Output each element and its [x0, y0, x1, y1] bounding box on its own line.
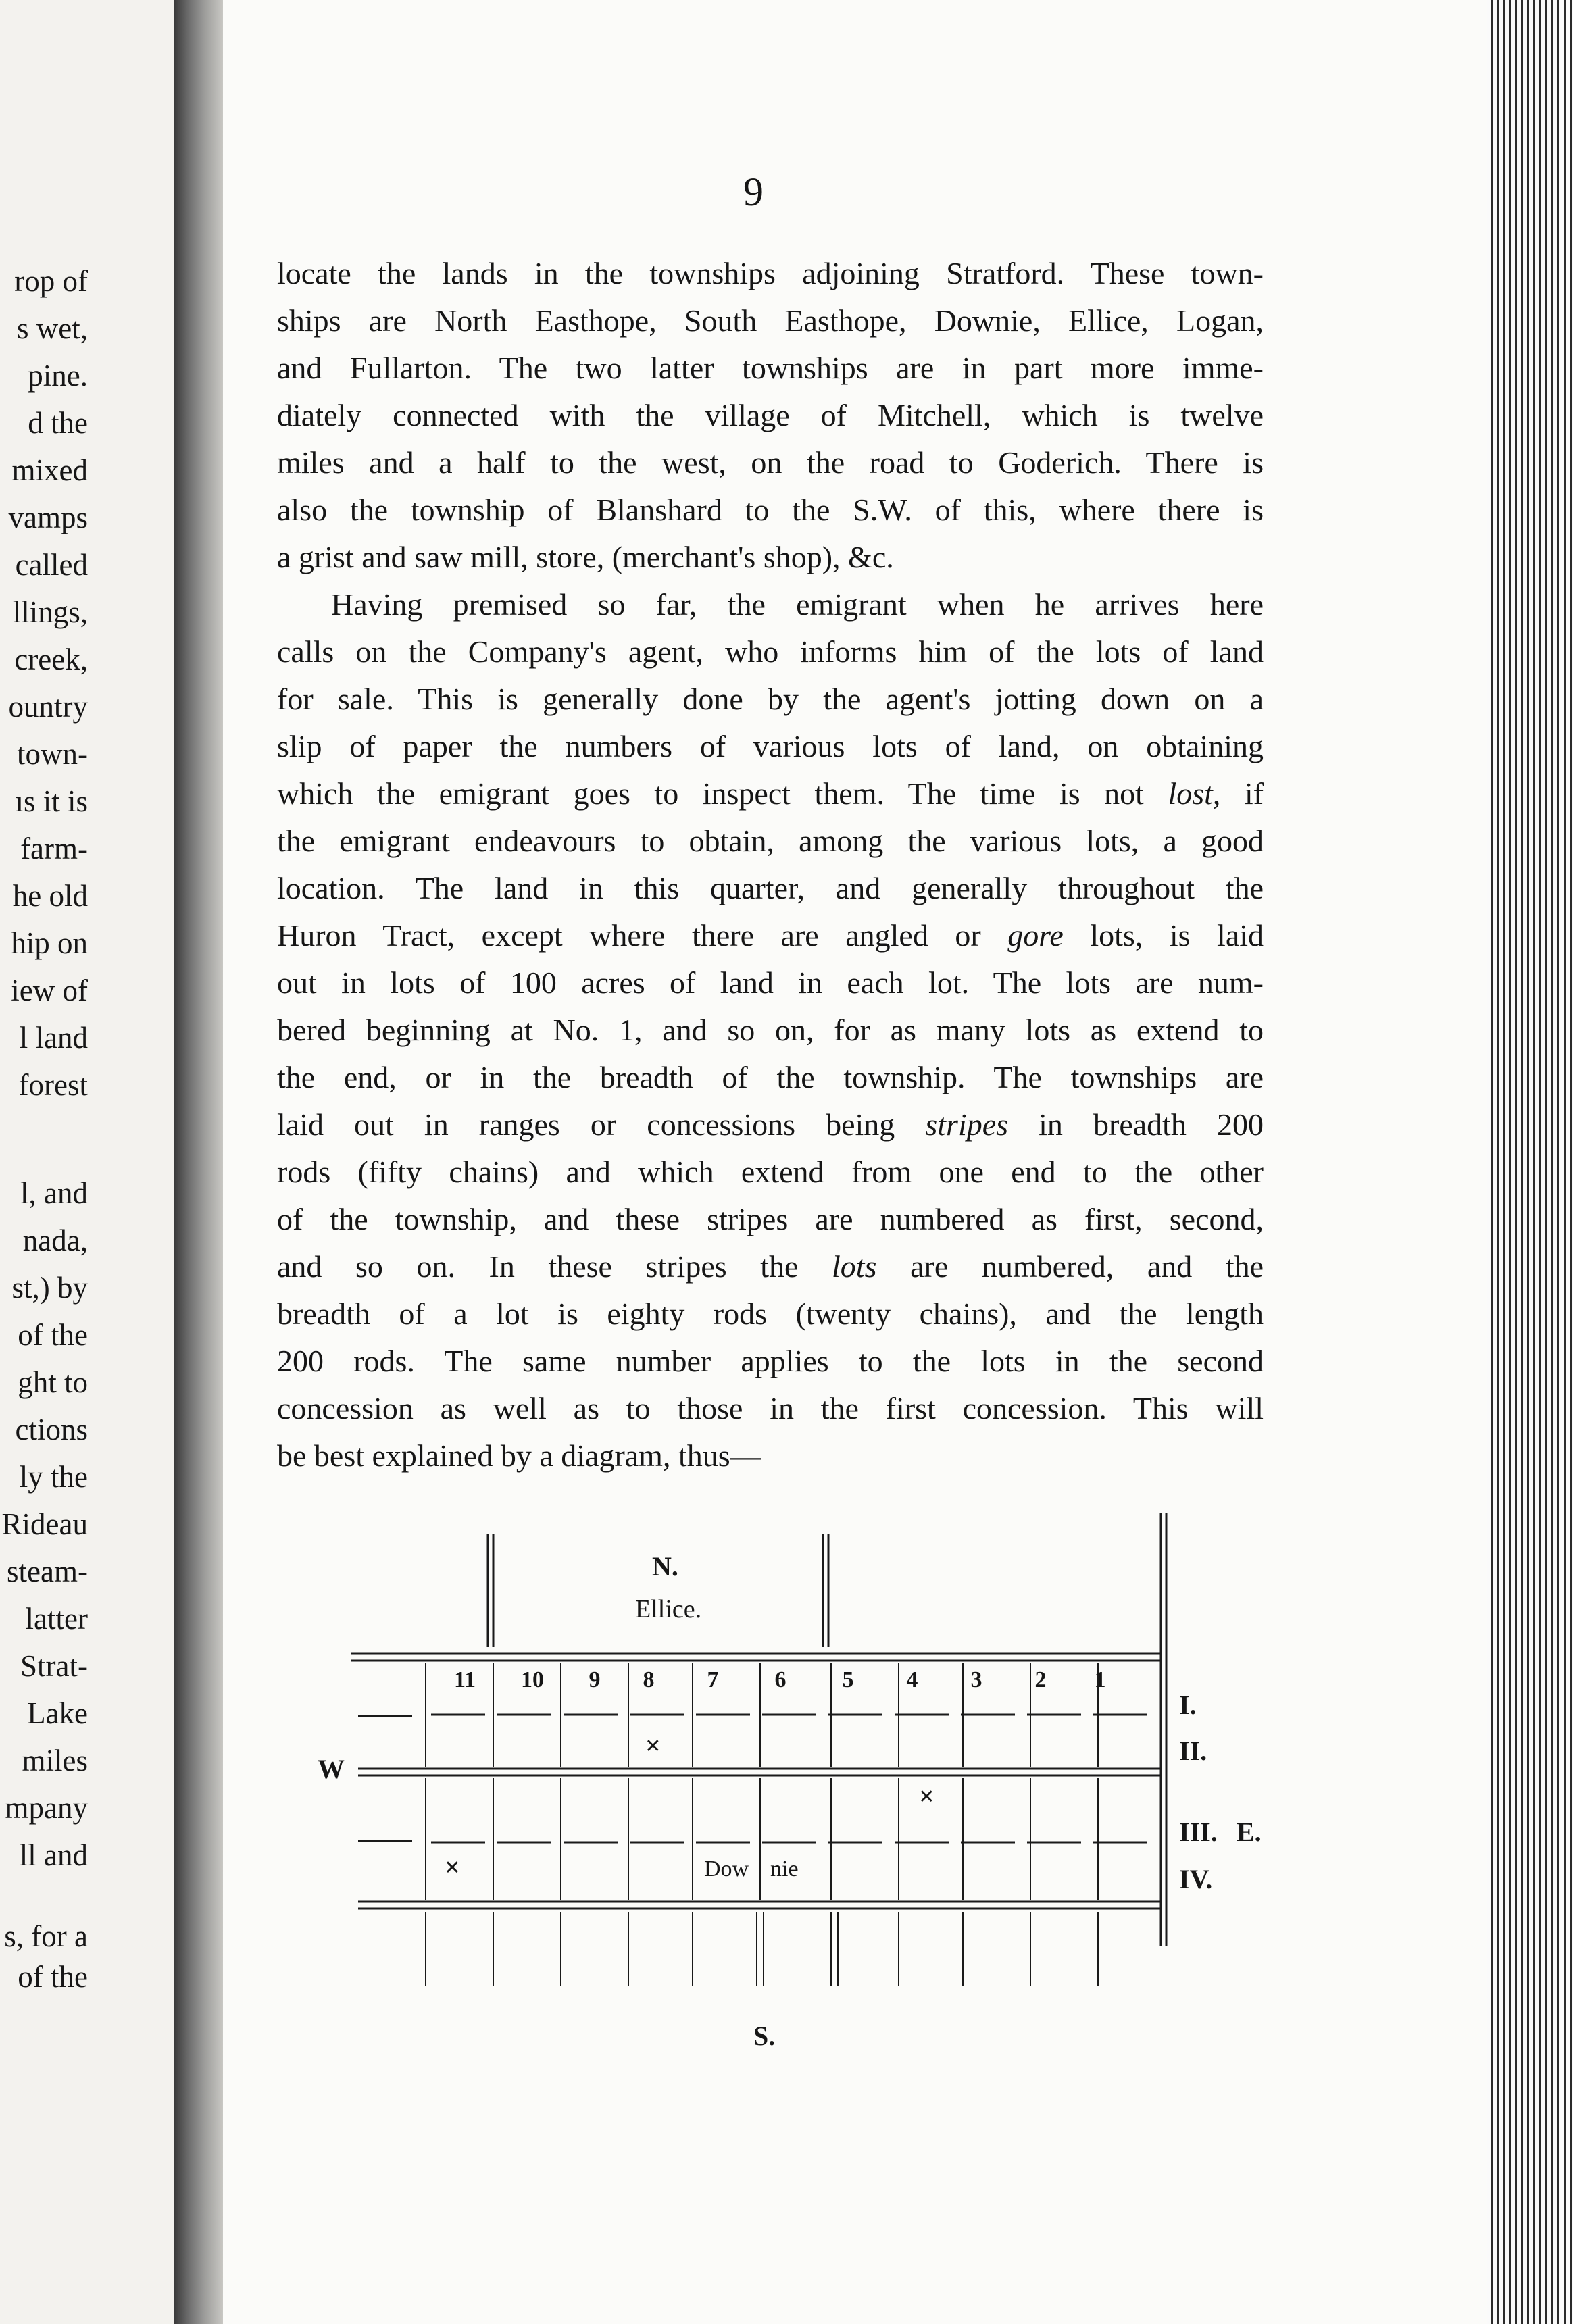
- left-page-line: s wet,: [17, 311, 88, 345]
- text-run: which the emigrant goes to inspect them. The time is not: [277, 776, 1144, 811]
- left-facing-page: [0, 0, 174, 2324]
- left-page-line: Strat-: [20, 1649, 88, 1683]
- lot-number: 7: [707, 1667, 719, 1692]
- lot-number: 5: [842, 1667, 854, 1692]
- book-gutter-shadow: [174, 0, 223, 2324]
- lot-number: 1: [1094, 1667, 1106, 1692]
- left-page-line: steam-: [7, 1555, 88, 1588]
- text-line: and Fullarton. The two latter townships are in part more imme-: [277, 351, 1264, 385]
- text-line: for sale. This is generally done by the agent's jotting down on a: [277, 682, 1264, 716]
- text-line: Having premised so far, the emigrant when he arrives here: [331, 587, 1264, 622]
- left-page-line: st,) by: [11, 1271, 88, 1305]
- concession-label-III: III.: [1179, 1817, 1218, 1847]
- north-township-label: Ellice.: [635, 1595, 702, 1623]
- left-page-line: rop of: [14, 264, 88, 298]
- left-page-line: vamps: [8, 501, 88, 534]
- text-run: in breadth 200: [1039, 1107, 1264, 1142]
- page-number: 9: [743, 170, 764, 214]
- text-line: [277, 1243, 1264, 1290]
- lot-number: 10: [521, 1667, 544, 1692]
- text-run: are numbered, and the: [910, 1249, 1264, 1284]
- text-run: , if: [1212, 776, 1264, 811]
- text-run: lots, is laid: [1090, 918, 1264, 953]
- left-page-line: mixed: [11, 453, 88, 487]
- left-page-line: Rideau: [1, 1507, 88, 1541]
- lot-number: 9: [589, 1667, 601, 1692]
- selected-lot-mark: ×: [919, 1781, 934, 1811]
- text-line: ships are North Easthope, South Easthope, Downie, Ellice, Logan,: [277, 303, 1264, 338]
- text-line: [277, 1101, 1264, 1148]
- diagram-lines: [297, 1513, 1297, 2094]
- concession-label-I: I.: [1179, 1690, 1197, 1720]
- left-page-line: farm-: [20, 832, 88, 865]
- left-page-line: l land: [19, 1021, 88, 1055]
- left-page-line: he old: [12, 879, 88, 913]
- left-page-line: latter: [25, 1602, 88, 1636]
- text-line: out in lots of 100 acres of land in each lot. The lots are num-: [277, 965, 1264, 1000]
- left-page-line: forest: [18, 1068, 88, 1102]
- lot-number: 3: [970, 1667, 982, 1692]
- left-page-line: ly the: [19, 1460, 88, 1494]
- north-label: N.: [652, 1551, 678, 1582]
- page-body-text: [277, 250, 1264, 1480]
- text-line: the emigrant endeavours to obtain, among the various lots, a good: [277, 824, 1264, 858]
- left-page-line: llings,: [12, 595, 88, 629]
- concession-label-II: II.: [1179, 1736, 1207, 1766]
- selected-lot-mark: ×: [445, 1852, 460, 1882]
- left-page-line: Lake: [27, 1696, 88, 1730]
- text-line: calls on the Company's agent, who informs him of the lots of land: [277, 634, 1264, 669]
- south-township-label-a: Dow: [704, 1856, 749, 1881]
- text-run: Huron Tract, except where there are angled or: [277, 918, 981, 953]
- left-page-line: ıs it is: [15, 784, 88, 818]
- text-line: the end, or in the breadth of the township. The townships are: [277, 1060, 1264, 1094]
- left-page-line: ll and: [19, 1838, 88, 1872]
- text-line: of the township, and these stripes are numbered as first, second,: [277, 1202, 1264, 1236]
- text-line: be best explained by a diagram, thus—: [277, 1438, 761, 1473]
- text-run: and so on. In these stripes the: [277, 1249, 799, 1284]
- township-lot-diagram: [297, 1513, 1297, 2094]
- left-page-line: town-: [17, 737, 88, 771]
- south-township-label-b: nie: [770, 1856, 799, 1881]
- text-line: 200 rods. The same number applies to the lots in the second: [277, 1344, 1264, 1378]
- text-line: also the township of Blanshard to the S.W. of this, where there is: [277, 492, 1264, 527]
- text-line: locate the lands in the townships adjoining Stratford. These town-: [277, 256, 1264, 290]
- left-page-line: of the: [18, 1318, 88, 1352]
- text-line: concession as well as to those in the first concession. This will: [277, 1391, 1264, 1425]
- selected-lot-mark: ×: [645, 1730, 661, 1761]
- text-line: slip of paper the numbers of various lots of land, on obtaining: [277, 729, 1264, 763]
- left-page-line: iew of: [11, 974, 88, 1007]
- italic-word: stripes: [925, 1107, 1009, 1142]
- left-page-line: miles: [22, 1744, 88, 1777]
- text-run: laid out in ranges or concessions being: [277, 1107, 895, 1142]
- left-page-line: pine.: [28, 359, 88, 393]
- left-page-line: ountry: [8, 690, 88, 724]
- text-line: a grist and saw mill, store, (merchant's shop), &c.: [277, 540, 894, 574]
- italic-word: lots: [832, 1249, 877, 1284]
- left-page-line: nada,: [22, 1223, 88, 1257]
- left-page-line: creek,: [14, 642, 88, 676]
- left-page-line: called: [15, 548, 88, 582]
- lot-number: 8: [643, 1667, 655, 1692]
- text-line: bered beginning at No. 1, and so on, for as many lots as extend to: [277, 1013, 1264, 1047]
- lot-number: 2: [1034, 1667, 1047, 1692]
- text-line: [277, 912, 1264, 959]
- concession-label-IV: IV.: [1179, 1864, 1213, 1894]
- left-page-line: ctions: [15, 1413, 88, 1446]
- text-line: location. The land in this quarter, and generally throughout the: [277, 871, 1264, 905]
- lot-number: 6: [774, 1667, 786, 1692]
- left-page-line: s, for a: [4, 1919, 88, 1953]
- text-line: rods (fifty chains) and which extend from one end to the other: [277, 1155, 1264, 1189]
- left-page-line: d the: [28, 406, 88, 440]
- text-line: breadth of a lot is eighty rods (twenty chains), and the length: [277, 1296, 1264, 1331]
- left-page-line: mpany: [5, 1791, 88, 1825]
- left-page-line: hip on: [11, 926, 88, 960]
- left-page-line: ght to: [18, 1365, 88, 1399]
- text-line: miles and a half to the west, on the road to Goderich. There is: [277, 445, 1264, 480]
- text-line: diately connected with the village of Mitchell, which is twelve: [277, 398, 1264, 432]
- lot-number: 4: [906, 1667, 918, 1692]
- text-line: [277, 770, 1264, 817]
- italic-word: lost: [1168, 776, 1213, 811]
- east-label: E.: [1237, 1817, 1262, 1847]
- south-label: S.: [753, 2021, 776, 2051]
- left-page-line: l, and: [20, 1176, 88, 1210]
- west-label: W: [318, 1754, 345, 1784]
- lot-number: 11: [453, 1667, 476, 1692]
- left-page-line: of the: [18, 1960, 88, 1994]
- italic-word: gore: [1007, 918, 1064, 953]
- page-edges: [1487, 0, 1573, 2324]
